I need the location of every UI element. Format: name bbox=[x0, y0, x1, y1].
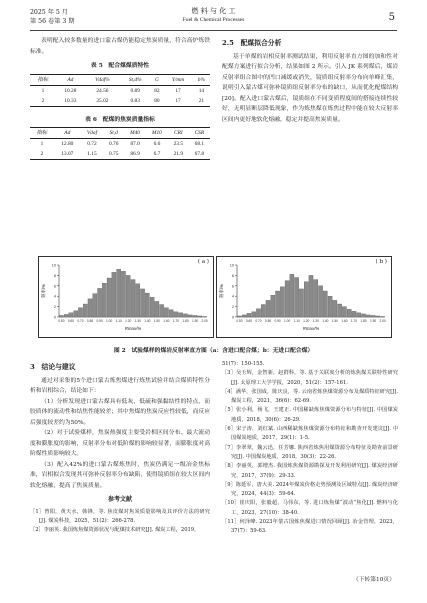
conclusion-heading: 3 结论与建议 bbox=[30, 363, 76, 371]
histogram-panel-b bbox=[216, 256, 392, 338]
panel-b-label: ( b ) bbox=[375, 259, 387, 265]
left-column-top bbox=[30, 36, 210, 160]
x-tick-label: 1.80 bbox=[182, 319, 189, 323]
table6-cell: 86.9 bbox=[124, 149, 146, 160]
histogram-bar bbox=[150, 297, 154, 317]
x-tick-label: 0.50 bbox=[236, 319, 243, 323]
header-rule bbox=[30, 30, 397, 31]
x-tick-label: 1.70 bbox=[172, 319, 180, 323]
histogram-bar bbox=[299, 289, 303, 317]
page-header bbox=[0, 0, 427, 34]
histogram-bar bbox=[140, 289, 144, 317]
table6-header-cell: 指标 bbox=[30, 128, 54, 139]
histogram-bar bbox=[131, 280, 135, 317]
x-tick-label: 0.90 bbox=[96, 319, 103, 323]
histogram-bar bbox=[323, 291, 327, 317]
table6-header-cell: CSR bbox=[189, 128, 210, 139]
x-tick-label: 1.00 bbox=[106, 319, 113, 323]
conclusion-p3: （2）对于试验煤样，焦炭热强度主要受岩相区间分布、最大流动度和膨胀度的影响，反射率分布对低阶煤的影响较显著，而膨胀度对高阶煤性质影响较大。 bbox=[30, 430, 210, 457]
histogram-bar bbox=[107, 278, 111, 317]
table5-caption: 表 5 配合煤煤质特性 bbox=[90, 63, 150, 69]
table6-cell: 67.8 bbox=[189, 149, 210, 160]
table6-header-cell: Vdaf bbox=[81, 128, 104, 139]
left-column-bottom bbox=[30, 360, 210, 535]
x-tick-label: 1.40 bbox=[144, 319, 151, 323]
histogram-bar bbox=[169, 310, 173, 317]
histogram-bar bbox=[357, 313, 361, 317]
conclusion-p4: （3）配入42%的进口蒙古煤炼焦时，焦炭仍满足一级冶金焦标准，岩相拟合发现其可弥补反射率分布缺陷，使得镜质组在较大区间内软化熔融，提高了焦炭质量。 bbox=[30, 461, 210, 489]
histogram-bar bbox=[275, 291, 279, 317]
histogram-bar bbox=[136, 284, 140, 317]
x-tick-label: 0.70 bbox=[77, 319, 84, 323]
histogram-bar bbox=[237, 316, 241, 317]
reference-item: ［11］何泽峰. 2023年蒙古国炼焦煤进口情况回顾[J]. 冶金管理，2023，37(7)：59-63. bbox=[222, 519, 398, 535]
table5 bbox=[30, 74, 210, 107]
histogram-bar bbox=[145, 293, 149, 317]
table5-cell: 82 bbox=[154, 87, 160, 94]
reference-item: ［9］陈延军，唐大美. 2024年煤炭价格走势预测及区域特点[J]. 煤炭经济研究，2024，44(3)：59-64. bbox=[222, 481, 398, 498]
table6-cell: 2 bbox=[30, 149, 54, 160]
conclusion-p1: 通过对采集的5个进口蒙古炼焦煤进行炼焦试验并结合煤质特性分析和岩相综合，结论如下： bbox=[30, 377, 210, 394]
reference-item: ［6］宋子涛，刘红斌. 山西稀缺炼焦煤资源分布特征和勘查开发建议[J]. 中国煤炭地质，2017，29(1)：1-5. bbox=[222, 426, 398, 442]
y-axis-label: 频率/% bbox=[219, 284, 224, 298]
histogram-bar bbox=[74, 311, 78, 317]
y-tick-label: 6 bbox=[53, 284, 56, 289]
table5-header-cell: Y/mm bbox=[163, 74, 192, 85]
y-tick-label: 0 bbox=[231, 315, 234, 320]
y-axis-label: 频率/% bbox=[41, 284, 46, 298]
x-tick-label: 1.10 bbox=[115, 319, 122, 323]
histogram-bar bbox=[242, 315, 246, 317]
y-tick-label: 8 bbox=[231, 273, 234, 278]
x-axis-label: Rmax/% bbox=[124, 326, 142, 331]
table5-cell: 21 bbox=[193, 96, 210, 107]
x-tick-label: 0.70 bbox=[255, 319, 262, 323]
histogram-bar bbox=[361, 314, 365, 317]
histogram-bar bbox=[261, 305, 265, 317]
table6-caption: 表 6 配煤的焦炭质量指标 bbox=[85, 116, 155, 123]
references-heading: 参考文献 bbox=[107, 496, 132, 503]
y-tick-label: 10 bbox=[229, 263, 234, 268]
issue-volume: 第 56 卷第 3 期 bbox=[30, 18, 75, 25]
fitting-paragraph: 基于单煤的岩相反射率测试结果，利用反射率直方图的加和性对配煤方案进行拟合分析，结果如图 2 所示。引入 JK 系列煤后，煤岩反射率组合图中的凹口减缓或消失，镜质组反射率分布向单峰汇集，说明引入蒙古煤可弥补镜质组反射率分布的缺口，从而优化配煤结构[20]。配入进口蒙古煤后，镜质组在不同变质程度间的搭接连续性较好，无明显断层降低现象，作为炼焦煤在炼焦过程中能在较大反射率区间内更好地软化熔融，稳定并提高焦炭质量。 bbox=[222, 53, 398, 123]
histogram-bar bbox=[97, 288, 101, 317]
table5-cell: 0.83 bbox=[120, 96, 150, 107]
table6-header-cell: St,d bbox=[103, 128, 124, 139]
y-tick-label: 4 bbox=[53, 294, 56, 299]
histogram-bar bbox=[112, 272, 116, 317]
x-tick-label: 1.90 bbox=[191, 319, 199, 323]
table5-row bbox=[30, 85, 210, 96]
x-tick-label: 0.80 bbox=[86, 319, 94, 323]
table5-cell: 17 bbox=[163, 96, 192, 107]
x-tick-label: 1.40 bbox=[322, 319, 329, 323]
x-tick-label: 2.00 bbox=[201, 319, 208, 323]
table6-cell: 1.15 bbox=[81, 149, 104, 160]
histogram-bar bbox=[83, 304, 87, 317]
conclusion-p2: （1）分析发现进口蒙古煤具有低灰、低硫和强黏结性的特点，而胶质体的流动性和结焦性能较差；其中焦煤的焦炭反应性较低，而反应后强度较差约为50%。 bbox=[30, 398, 210, 426]
reference-item: ［10］崔庆阳，张毅超，马伟东，等. 进口炼焦煤“波动”焦化[J]. 燃料与化工，2023，27(10)：38-40. bbox=[222, 500, 398, 516]
reference-item: ［5］张小利，杨飞，王建正. 中国稀缺炼焦煤资源分布与特征[J]. 中国煤炭地质，2018，30(6)：26-29. bbox=[222, 407, 398, 423]
histogram-bar bbox=[271, 295, 275, 317]
journal-title bbox=[0, 7, 427, 25]
histogram-bar bbox=[198, 316, 202, 317]
histogram-bar bbox=[285, 281, 289, 317]
histogram-bar bbox=[376, 316, 380, 317]
table5-cell: 17 bbox=[175, 87, 181, 94]
histogram-bar bbox=[314, 280, 318, 317]
histogram-bar bbox=[78, 308, 82, 317]
histogram-bar bbox=[328, 296, 332, 317]
histogram-bar bbox=[183, 314, 187, 317]
histogram-bar bbox=[155, 301, 159, 317]
histogram-bar bbox=[174, 312, 178, 317]
table5-cell: 1 bbox=[41, 87, 45, 94]
right-column-top bbox=[222, 36, 398, 125]
table6-cell: 12.80 bbox=[61, 141, 74, 147]
table5-header-cell: G bbox=[150, 74, 163, 85]
histogram-bar bbox=[188, 315, 192, 317]
x-tick-label: 1.60 bbox=[163, 319, 170, 323]
y-tick-label: 2 bbox=[53, 305, 56, 310]
table5-cell: 10.28 bbox=[64, 87, 77, 94]
x-tick-label: 1.00 bbox=[284, 319, 291, 323]
histogram-bar bbox=[304, 282, 308, 317]
table5-cell: 14 bbox=[198, 87, 205, 94]
histogram-bar bbox=[247, 313, 251, 317]
histogram-b-svg bbox=[217, 257, 391, 337]
table5-header-cell: 指标 bbox=[30, 74, 56, 85]
histogram-bar bbox=[93, 294, 97, 317]
table6-cell: 0.72 bbox=[87, 141, 97, 147]
table6-cell: 0.75 bbox=[103, 149, 124, 160]
y-tick-label: 0 bbox=[53, 315, 56, 320]
x-tick-label: 2.00 bbox=[379, 319, 386, 323]
reference-item: ［8］李丽英，郭增杰. 我国炼焦煤资源勘探及开发利用研究[J]. 煤炭经济研究，2017，37(9)：29-33. bbox=[222, 463, 398, 479]
table5-header-cell: Vdaf% bbox=[85, 74, 120, 85]
histogram-bar bbox=[69, 313, 73, 317]
table5-cell: 10.33 bbox=[56, 96, 85, 107]
reference-item: ［4］满华，张国成，陈庆良，等. 云南省炼焦煤资源分布及煤质特征研究[J]. 煤炭工程，2021，36(6)：62-69. bbox=[222, 388, 398, 405]
histogram-bar bbox=[295, 277, 299, 317]
table6-header-cell: Ad bbox=[54, 128, 81, 139]
histogram-bar bbox=[381, 316, 385, 317]
table6-cell: 0.76 bbox=[108, 141, 119, 147]
histogram-a-svg bbox=[39, 257, 213, 337]
table5-header-cell: b% bbox=[193, 74, 210, 85]
journal-title-cn: 燃 料 与 化 工 bbox=[191, 7, 236, 15]
histogram-bar bbox=[121, 271, 125, 317]
histogram-bar bbox=[318, 286, 322, 317]
table5-header-cell: Ad bbox=[56, 74, 85, 85]
histogram-bar bbox=[256, 309, 260, 317]
x-tick-label: 1.70 bbox=[350, 319, 358, 323]
y-tick-label: 10 bbox=[51, 263, 56, 268]
y-tick-label: 2 bbox=[231, 305, 234, 310]
x-tick-label: 1.30 bbox=[312, 319, 319, 323]
issue-date: 2025 年 5 月 bbox=[30, 9, 68, 16]
page-number: 5 bbox=[388, 12, 395, 23]
table6-row bbox=[30, 139, 210, 150]
histogram-bar bbox=[280, 287, 284, 317]
table6-cell: 68.1 bbox=[194, 141, 205, 147]
histogram-bar bbox=[309, 275, 313, 317]
table6-header-cell: CRI bbox=[168, 128, 189, 139]
table6-row bbox=[30, 149, 210, 160]
table6-cell: 21.9 bbox=[168, 149, 189, 160]
x-tick-label: 1.30 bbox=[134, 319, 141, 323]
table5-cell: 80 bbox=[150, 96, 163, 107]
histogram-bar bbox=[164, 308, 168, 317]
x-tick-label: 1.50 bbox=[331, 319, 338, 323]
x-tick-label: 0.50 bbox=[58, 319, 65, 323]
journal-title-en: Fuel & Chemical Processes bbox=[182, 17, 245, 23]
histogram-bar bbox=[88, 299, 92, 317]
x-tick-label: 0.60 bbox=[67, 319, 75, 323]
y-tick-label: 6 bbox=[231, 284, 234, 289]
table6-cell: 6.7 bbox=[146, 149, 168, 160]
histogram-bar bbox=[102, 283, 106, 317]
table5-cell: 25.02 bbox=[85, 96, 120, 107]
histogram-bar bbox=[126, 275, 130, 317]
histogram-bar bbox=[64, 314, 68, 317]
table6-header-cell: M40 bbox=[124, 128, 146, 139]
histogram-bar bbox=[179, 313, 183, 317]
reference-item: ［1］曾阳，黄天水，韩锋，等. 焦皮煤对焦炭质量影响及其评价方法的研究[J]. 煤炭科技，2025，51(2)：266-278. bbox=[30, 508, 210, 524]
x-axis-label: Rmax/% bbox=[302, 326, 320, 331]
histogram-bar bbox=[342, 307, 346, 317]
table6 bbox=[30, 127, 210, 160]
table5-row bbox=[30, 96, 210, 107]
x-tick-label: 1.90 bbox=[369, 319, 377, 323]
x-tick-label: 1.20 bbox=[125, 319, 132, 323]
histogram-bar bbox=[117, 269, 121, 317]
table6-cell: 1 bbox=[40, 141, 44, 147]
section-2-5-heading: 2.5 配煤拟合分析 bbox=[222, 39, 282, 47]
histogram-bar bbox=[252, 312, 256, 317]
continued-note: （下转第10页） bbox=[352, 577, 395, 583]
right-column-bottom bbox=[222, 360, 398, 537]
x-tick-label: 0.80 bbox=[264, 319, 272, 323]
intro-paragraph: 表明配入较多数量的进口蒙古煤仍能稳定焦炭质量，符合高炉炼铁标准。 bbox=[30, 38, 210, 55]
histogram-bar bbox=[160, 305, 164, 317]
histogram-bar bbox=[352, 311, 356, 317]
histogram-panel-a bbox=[38, 256, 214, 338]
panel-a-label: ( a ) bbox=[197, 259, 209, 265]
table6-header-cell: M10 bbox=[146, 128, 168, 139]
histogram-bar bbox=[338, 304, 342, 317]
table6-cell: 23.5 bbox=[173, 141, 184, 147]
x-tick-label: 1.20 bbox=[303, 319, 310, 323]
table6-cell: 6.6 bbox=[153, 141, 161, 147]
x-tick-label: 1.60 bbox=[341, 319, 348, 323]
histogram-bar bbox=[203, 316, 207, 317]
reference-continued: 51(7)：150-155. bbox=[222, 361, 265, 367]
reference-item: ［7］李翠翠，魏云迅，任芳娜. 陕西省炼焦用煤资源分布特征及勘查前景研究[J]. 中国煤炭地质，2018，30(3)：22-26. bbox=[222, 444, 398, 460]
x-tick-label: 0.60 bbox=[245, 319, 253, 323]
histogram-bar bbox=[333, 300, 337, 317]
table5-cell: 0.89 bbox=[130, 87, 140, 94]
histogram-bar bbox=[366, 315, 370, 317]
reference-item: ［2］李丽英. 我国炼焦煤资源状况与配煤技术研究[J]. 煤炭工程，2019， bbox=[30, 527, 200, 534]
x-tick-label: 1.50 bbox=[153, 319, 160, 323]
table6-cell: 13.07 bbox=[54, 149, 81, 160]
reference-item: ［3］吴玉辉，金智新，赵群科，等. 基于关联度分析的炼焦煤关联特性研究[J]. 太原理工大学学报，2020，51(2)：157-161. bbox=[222, 370, 398, 386]
y-tick-label: 4 bbox=[231, 294, 234, 299]
table5-header-cell: St,d% bbox=[120, 74, 150, 85]
histogram-bar bbox=[193, 315, 197, 317]
x-tick-label: 0.90 bbox=[274, 319, 281, 323]
x-tick-label: 1.10 bbox=[293, 319, 300, 323]
table5-cell: 24.56 bbox=[96, 87, 109, 94]
figure-caption: 图 2 试验煤样的煤岩反射率直方图（a：含进口配合煤；b：无进口配合煤） bbox=[113, 348, 314, 354]
histogram-bar bbox=[371, 315, 375, 317]
x-tick-label: 1.80 bbox=[360, 319, 367, 323]
histogram-bar bbox=[266, 300, 270, 317]
histogram-bar bbox=[347, 309, 351, 317]
histogram-bar bbox=[59, 315, 63, 317]
table6-cell: 87.0 bbox=[130, 141, 140, 147]
histogram-bar bbox=[290, 274, 294, 317]
table5-cell: 2 bbox=[30, 96, 56, 107]
y-tick-label: 8 bbox=[53, 273, 56, 278]
figure-2 bbox=[30, 256, 398, 340]
